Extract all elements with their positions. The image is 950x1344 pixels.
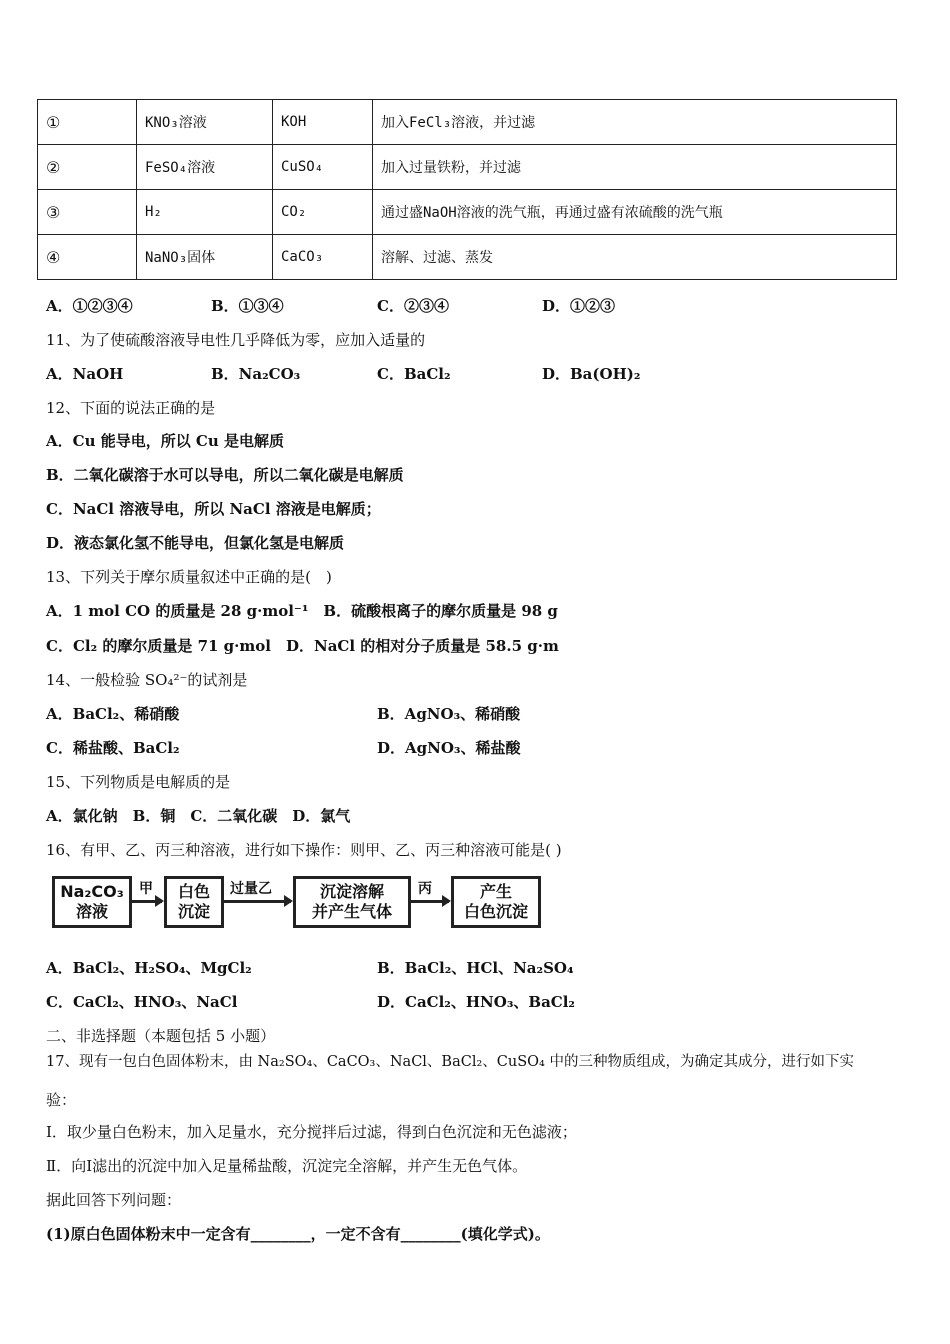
table-row <box>38 145 897 190</box>
substance-cell: NaNO₃固体 <box>137 235 273 280</box>
q16-option-c[interactable]: C．CaCl₂、HNO₃、NaCl <box>46 993 238 1011</box>
q17-stem-line-1: 17、现有一包白色固体粉末，由 Na₂SO₄、CaCO₃、NaCl、BaCl₂、CuSO₄ 中的三种物质组成，为确定其成分，进行如下实 <box>46 1054 854 1070</box>
q16-option-d[interactable]: D．CaCl₂、HNO₃、BaCl₂ <box>377 993 575 1011</box>
q14-option-c[interactable]: C．稀盐酸、BaCl₂ <box>46 739 180 757</box>
impurity-cell: CuSO₄ <box>273 145 373 190</box>
q14-stem: 14、一般检验 SO₄²⁻的试剂是 <box>46 671 248 689</box>
q11-stem: 11、为了使硫酸溶液导电性几乎降低为零，应加入适量的 <box>46 331 426 349</box>
q12-option-b[interactable]: B．二氧化碳溶于水可以导电，所以二氧化碳是电解质 <box>46 466 404 484</box>
q15-options[interactable]: A．氯化钠 B．铜 C．二氧化碳 D．氯气 <box>46 807 351 825</box>
flow-label-bing: 丙 <box>418 881 432 897</box>
q12-stem: 12、下面的说法正确的是 <box>46 399 216 417</box>
flow-box-dissolve: 沉淀溶解 并产生气体 <box>293 876 411 928</box>
impurity-cell: CaCO₃ <box>273 235 373 280</box>
q16-stem: 16、有甲、乙、丙三种溶液，进行如下操作：则甲、乙、丙三种溶液可能是( ) <box>46 841 562 859</box>
q12-option-c[interactable]: C．NaCl 溶液导电，所以 NaCl 溶液是电解质； <box>46 500 381 518</box>
substance-cell: H₂ <box>137 190 273 235</box>
q17-sub-question-1[interactable]: (1)原白色固体粉末中一定含有________，一定不含有________(填化学式)。 <box>46 1225 550 1243</box>
table-row <box>38 235 897 280</box>
q12-option-a[interactable]: A．Cu 能导电，所以 Cu 是电解质 <box>46 432 284 450</box>
q17-step-2: Ⅱ．向Ⅰ滤出的沉淀中加入足量稀盐酸，沉淀完全溶解，并产生无色气体。 <box>46 1157 528 1175</box>
q10-option-b[interactable]: B．①③④ <box>211 297 284 315</box>
q13-stem: 13、下列关于摩尔质量叙述中正确的是( ) <box>46 568 332 586</box>
q11-option-a[interactable]: A．NaOH <box>46 365 124 383</box>
row-number: ④ <box>38 235 137 280</box>
q17-stem-line-2: 验： <box>46 1091 77 1109</box>
table-row <box>38 100 897 145</box>
section-heading: 二、非选择题（本题包括 5 小题） <box>46 1027 276 1045</box>
q14-option-d[interactable]: D．AgNO₃、稀盐酸 <box>377 739 521 757</box>
reagent-table <box>37 99 897 280</box>
impurity-cell: CO₂ <box>273 190 373 235</box>
flow-arrow <box>411 900 449 903</box>
q13-options-line-1[interactable]: A．1 mol CO 的质量是 28 g·mol⁻¹ B．硫酸根离子的摩尔质量是 98 g <box>46 602 558 620</box>
flow-box-start: Na₂CO₃ 溶液 <box>52 876 132 928</box>
q17-prompt: 据此回答下列问题： <box>46 1191 182 1209</box>
method-cell: 溶解、过滤、蒸发 <box>373 235 897 280</box>
row-number: ② <box>38 145 137 190</box>
method-cell: 加入过量铁粉，并过滤 <box>373 145 897 190</box>
q13-options-line-2[interactable]: C．Cl₂ 的摩尔质量是 71 g·mol D．NaCl 的相对分子质量是 58.5 g·m <box>46 637 559 655</box>
q14-option-a[interactable]: A．BaCl₂、稀硝酸 <box>46 705 180 723</box>
table-row <box>38 190 897 235</box>
flow-arrow <box>132 900 162 903</box>
q11-option-b[interactable]: B．Na₂CO₃ <box>211 365 301 383</box>
q12-option-d[interactable]: D．液态氯化氢不能导电，但氯化氢是电解质 <box>46 534 345 552</box>
substance-cell: KNO₃溶液 <box>137 100 273 145</box>
row-number: ③ <box>38 190 137 235</box>
substance-cell: FeSO₄溶液 <box>137 145 273 190</box>
q17-step-1: Ⅰ．取少量白色粉末，加入足量水，充分搅拌后过滤，得到白色沉淀和无色滤液； <box>46 1123 577 1141</box>
flow-label-jia: 甲 <box>139 881 153 897</box>
flow-arrow <box>224 900 291 903</box>
q14-option-b[interactable]: B．AgNO₃、稀硝酸 <box>377 705 521 723</box>
q10-option-d[interactable]: D．①②③ <box>542 297 616 315</box>
flow-diagram <box>52 872 542 932</box>
q10-option-a[interactable]: A．①②③④ <box>46 297 133 315</box>
q15-stem: 15、下列物质是电解质的是 <box>46 773 231 791</box>
flow-label-excess-yi: 过量乙 <box>230 881 272 897</box>
row-number: ① <box>38 100 137 145</box>
q16-option-b[interactable]: B．BaCl₂、HCl、Na₂SO₄ <box>377 959 574 977</box>
q11-option-d[interactable]: D．Ba(OH)₂ <box>542 365 641 383</box>
impurity-cell: KOH <box>273 100 373 145</box>
flow-box-result: 产生 白色沉淀 <box>451 876 541 928</box>
q16-option-a[interactable]: A．BaCl₂、H₂SO₄、MgCl₂ <box>46 959 252 977</box>
flow-box-precipitate: 白色 沉淀 <box>164 876 224 928</box>
method-cell: 加入FeCl₃溶液，并过滤 <box>373 100 897 145</box>
method-cell: 通过盛NaOH溶液的洗气瓶，再通过盛有浓硫酸的洗气瓶 <box>373 190 897 235</box>
q11-option-c[interactable]: C．BaCl₂ <box>377 365 451 383</box>
q10-option-c[interactable]: C．②③④ <box>377 297 449 315</box>
